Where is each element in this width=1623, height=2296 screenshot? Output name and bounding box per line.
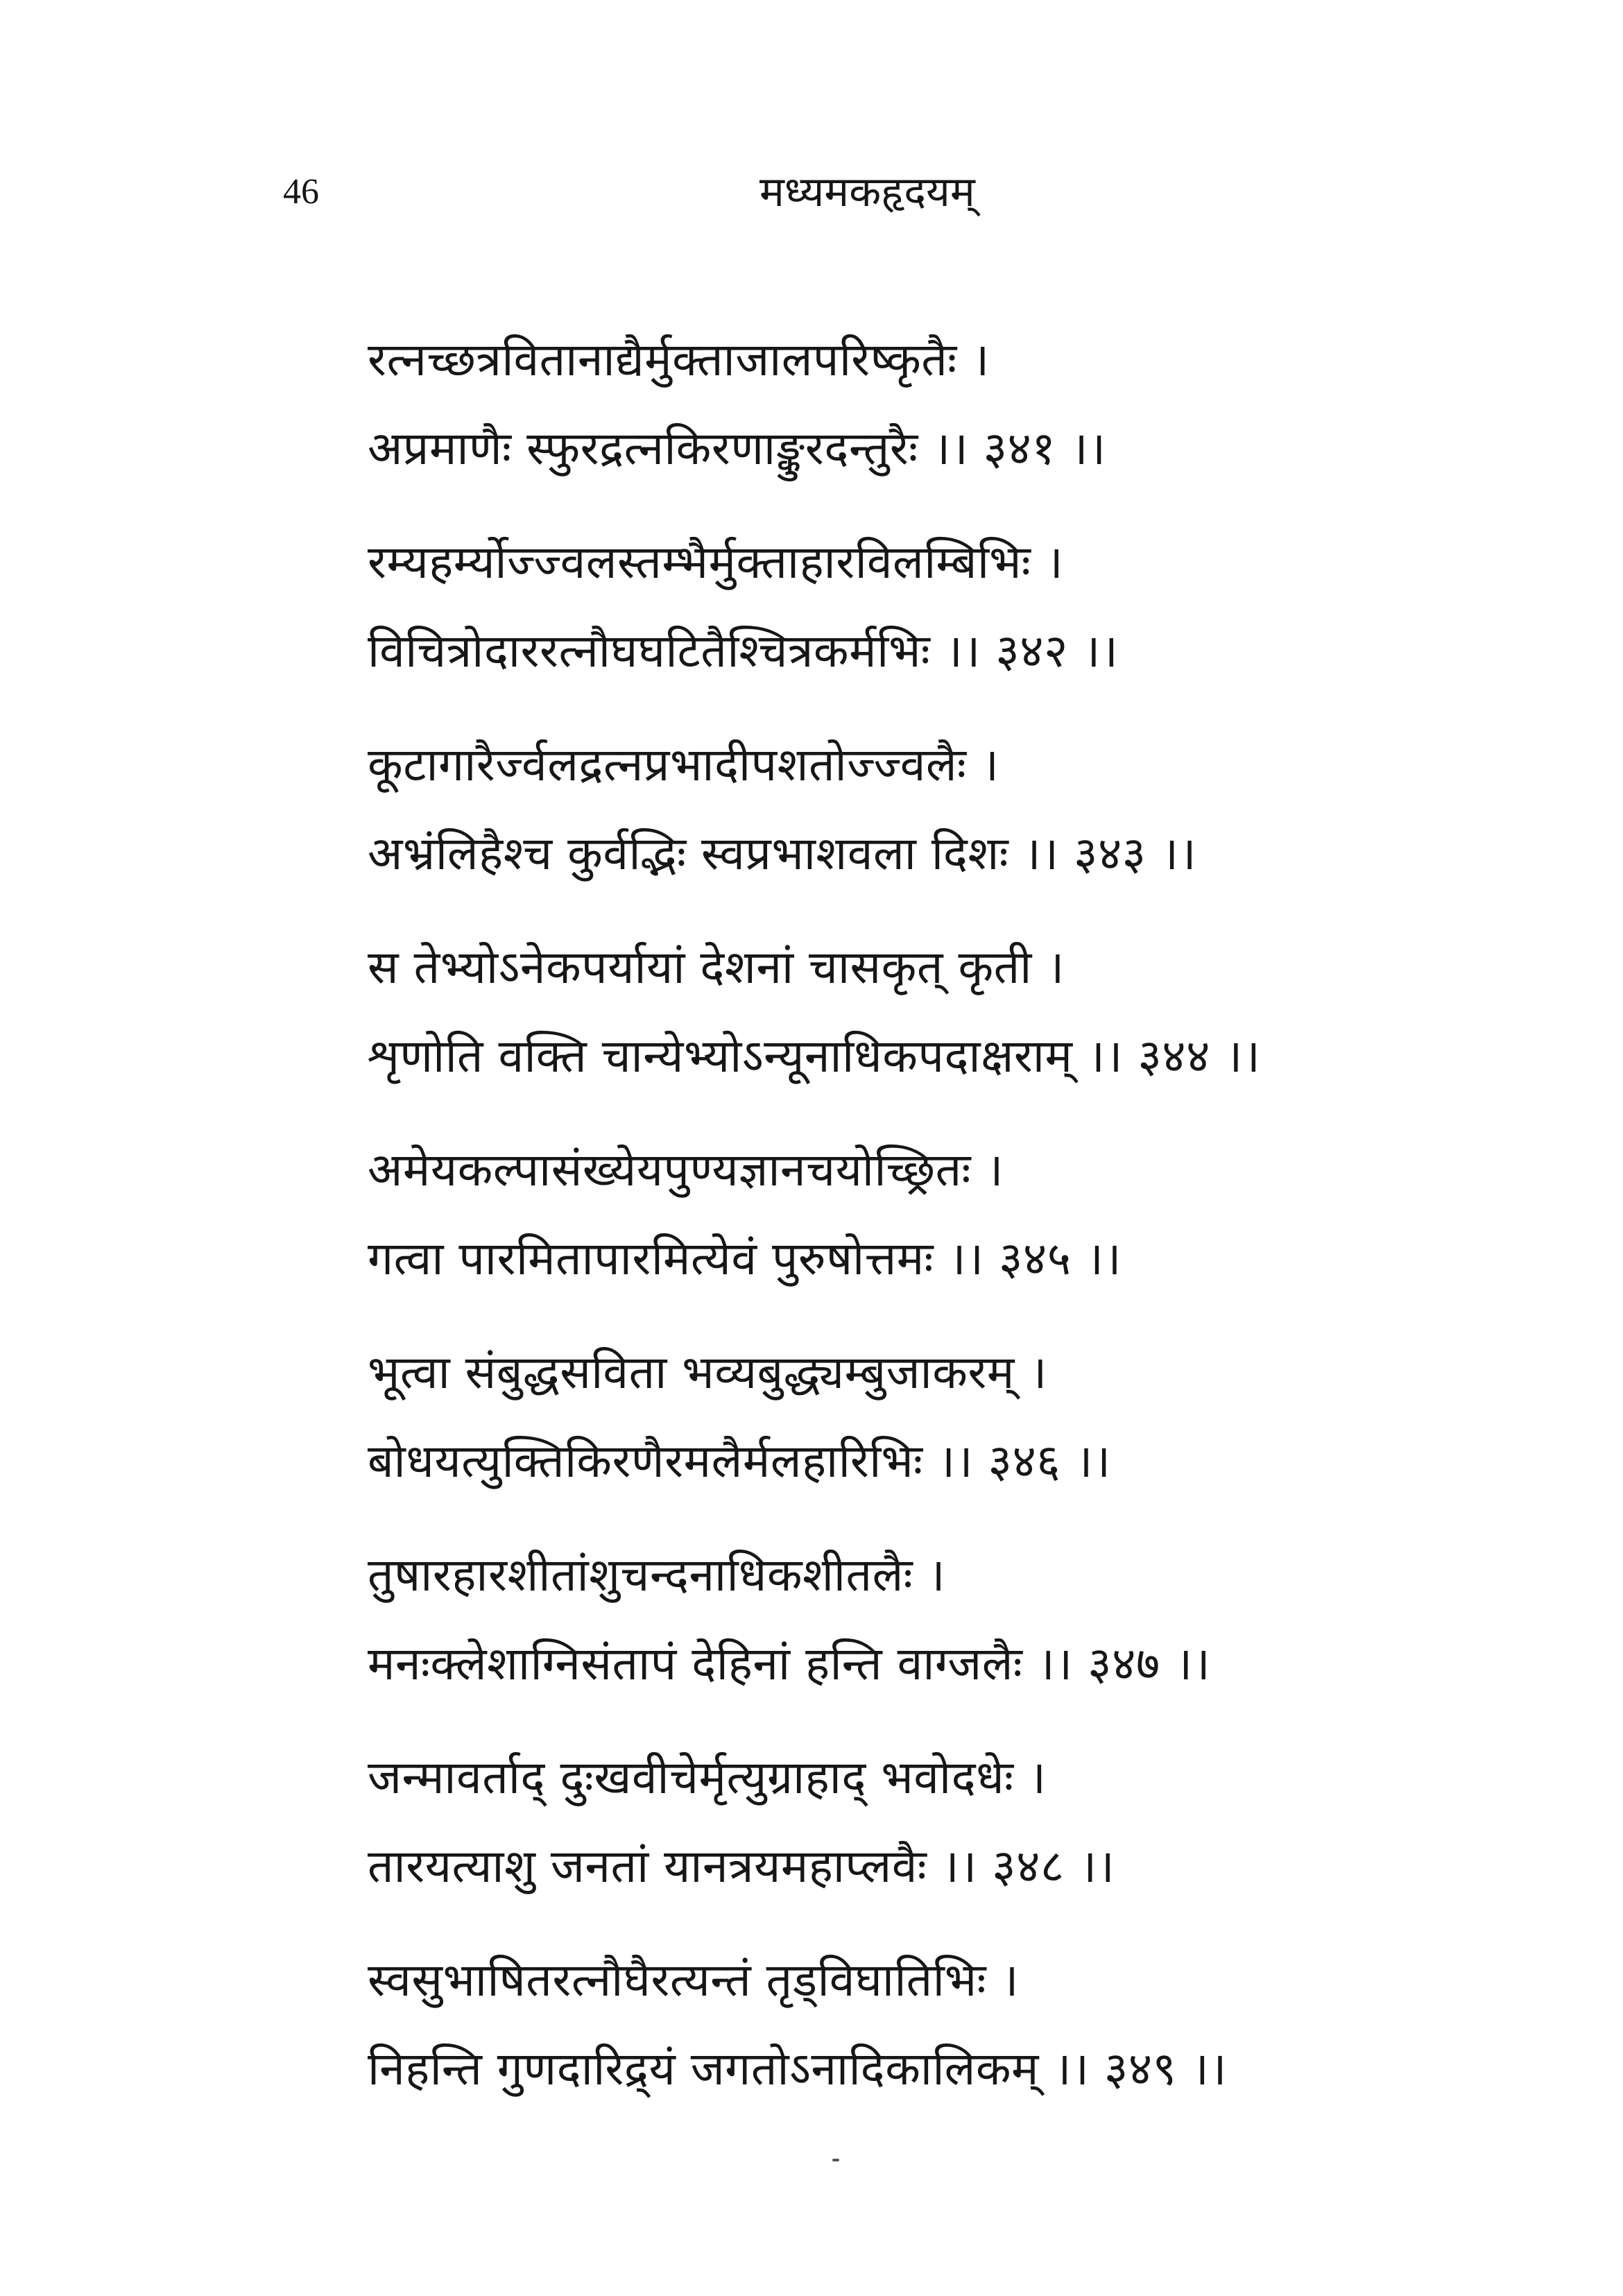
verse-343 (368, 721, 1512, 898)
page-number: 46 (283, 172, 319, 212)
verse-line: रत्नच्छत्रवितानाद्यैर्मुक्ताजालपरिष्कृतैः । (368, 333, 990, 386)
verse-line: स्वसुभाषितरत्नौघैरत्यन्तं तृड्विघातिभिः । (368, 1953, 1020, 2007)
verse-line: मनःक्लेशाग्निसंतापं देहिनां हन्ति वाग्जलैः ।। ३४७ ।। (368, 1637, 1211, 1690)
ink-speck (832, 2159, 839, 2161)
verse-list (368, 316, 1512, 2139)
verse-342 (368, 518, 1512, 696)
verse-347 (368, 1531, 1512, 1708)
verse-line: स तेभ्योऽनेकपर्यायां देशनां चासकृत् कृती । (368, 941, 1065, 994)
verse-349 (368, 1936, 1512, 2114)
verse-line: निहन्ति गुणदारिद्र्यं जगतोऽनादिकालिकम् ।। ३४९ ।। (368, 2042, 1227, 2096)
verse-line: रम्यहर्म्योज्ज्वलस्तम्भैर्मुक्ताहारविलम्बिभिः । (368, 536, 1064, 589)
verse-line: बोधयत्युक्तिकिरणैरमलैर्मलहारिभिः ।। ३४६ ।। (368, 1434, 1111, 1488)
verse-345 (368, 1126, 1512, 1303)
page-header (0, 161, 1623, 223)
verse-line: कूटागारैर्ज्वलद्रत्नप्रभादीपशतोज्ज्वलैः । (368, 738, 999, 791)
verse-348 (368, 1733, 1512, 1911)
verse-line: तुषारहारशीतांशुचन्दनाधिकशीतलैः । (368, 1548, 946, 1602)
verse-line: विचित्रोदाररत्नौघघटितैश्चित्रकर्मभिः ।। ३४२ ।। (368, 624, 1119, 678)
running-title: मध्यमकहृदयम् (759, 168, 975, 216)
verse-line: अमेयकल्पासंख्येयपुण्यज्ञानचयोच्छ्रितः । (368, 1143, 1004, 1197)
verse-line: जन्मावर्ताद् दुःखवीचेर्मृत्युग्राहाद् भवोदधेः । (368, 1751, 1047, 1804)
verse-341 (368, 316, 1512, 493)
verse-line: अप्रमाणैः स्फुरद्रत्नकिरणाङ्कुरदन्तुरैः ।। ३४१ ।। (368, 422, 1106, 475)
verse-346 (368, 1328, 1512, 1506)
verse-line: भूत्वा संबुद्धसविता भव्यबुद्ध्यम्बुजाकरम् । (368, 1346, 1047, 1399)
verse-line: तारयत्याशु जनतां यानत्रयमहाप्लवैः ।। ३४८ ।। (368, 1840, 1115, 1893)
verse-344 (368, 923, 1512, 1101)
verse-line: शृणोति वक्ति चान्येभ्योऽन्यूनाधिकपदाक्षराम् ।। ३४४ ।। (368, 1029, 1261, 1083)
verse-line: अभ्रंलिहैश्च कुर्वद्भिः स्वप्रभाशवला दिशः ।। ३४३ ।। (368, 827, 1197, 880)
verse-line: गत्वा पारमितापारमित्येवं पुरुषोत्तमः ।। ३४५ ।। (368, 1232, 1122, 1285)
